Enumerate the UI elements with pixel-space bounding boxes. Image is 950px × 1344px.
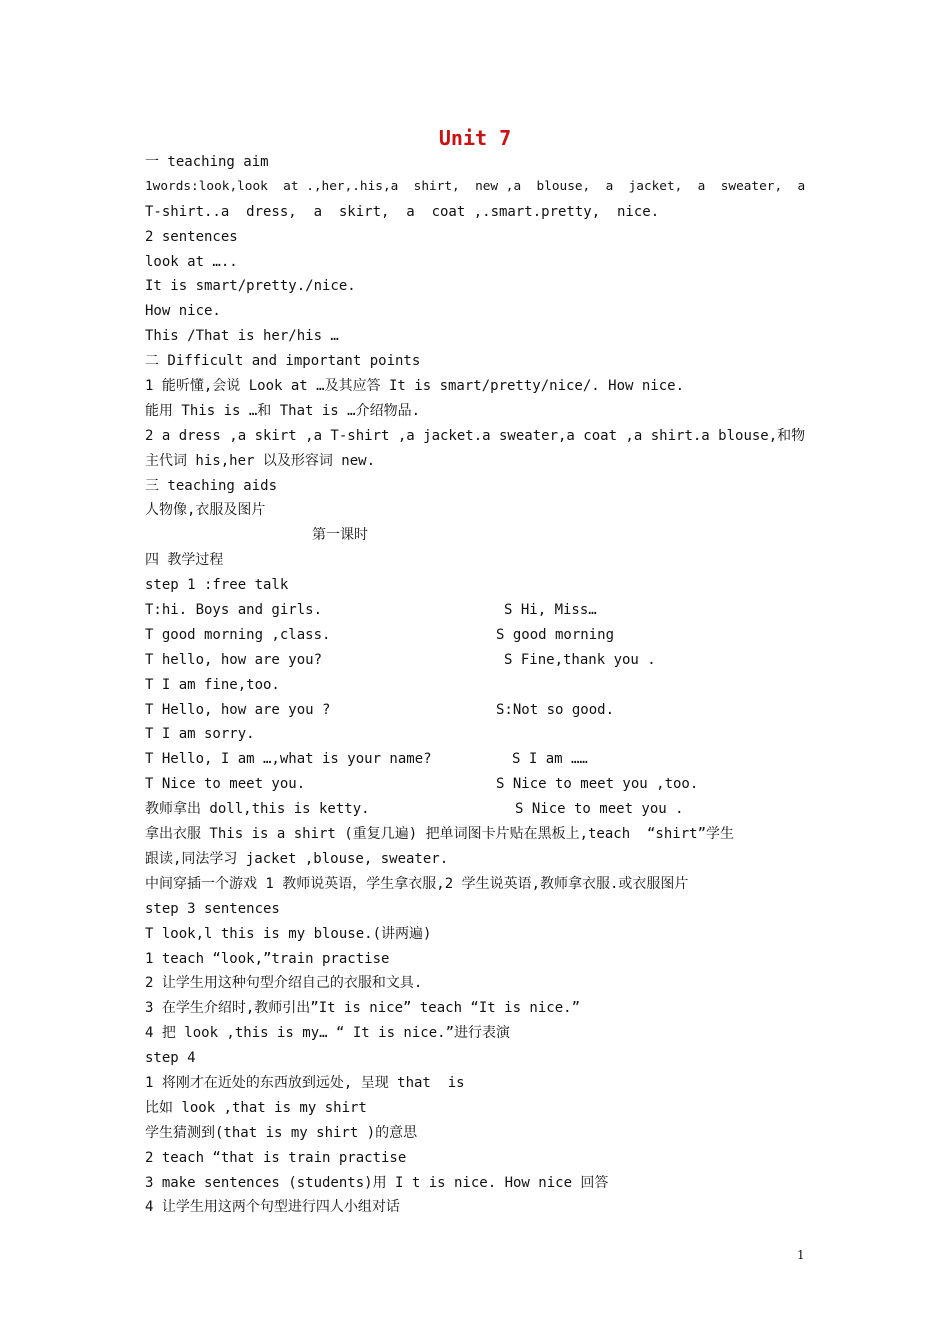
text-line: 3 make sentences (students)用 I t is nice. How nice 回答 bbox=[145, 1174, 609, 1191]
dialogue-row bbox=[145, 747, 810, 772]
text-line: 2 sentences bbox=[145, 228, 238, 245]
text-line: 1 teach “look,”train practise bbox=[145, 950, 390, 967]
text-line: 二 Difficult and important points bbox=[145, 353, 421, 370]
teacher-line: 教师拿出 doll,this is ketty. bbox=[145, 801, 370, 818]
teacher-line: T hello, how are you? bbox=[145, 651, 323, 668]
text-line: look at ….. bbox=[145, 253, 238, 270]
text-line: 主代词 his,her 以及形容词 new. bbox=[145, 452, 376, 469]
text-line: It is smart/pretty./nice. bbox=[145, 278, 356, 295]
text-line: 2 a dress ,a skirt ,a T-shirt ,a jacket.a sweater,a coat ,a shirt.a blouse,和物 bbox=[145, 427, 806, 444]
text-line: 学生猜测到(that is my shirt )的意思 bbox=[145, 1124, 418, 1141]
text-line: 4 让学生用这两个句型进行四人小组对话 bbox=[145, 1199, 400, 1216]
dialogue-row bbox=[145, 673, 810, 698]
student-line: S Nice to meet you . bbox=[515, 801, 684, 818]
text-line: 跟读,同法学习 jacket ,blouse, sweater. bbox=[145, 850, 449, 867]
text-line: 3 在学生介绍时,教师引出”It is nice” teach “It is nice.” bbox=[145, 1000, 581, 1017]
text-line: 人物像,衣服及图片 bbox=[145, 502, 266, 519]
student-line: S good morning bbox=[496, 626, 615, 643]
text-line: 三 teaching aids bbox=[145, 477, 278, 494]
text-line: 拿出衣服 This is a shirt (重复几遍) 把单词图卡片贴在黑板上,teach “shirt”学生 bbox=[145, 826, 735, 843]
teacher-line: T Hello, I am …,what is your name? bbox=[145, 751, 432, 768]
dialogue-row bbox=[145, 698, 810, 723]
student-line: S Fine,thank you . bbox=[504, 651, 656, 668]
student-line: S:Not so good. bbox=[496, 701, 615, 718]
student-line: S I am …… bbox=[512, 751, 588, 768]
teacher-line: T I am fine,too. bbox=[145, 676, 280, 693]
dialogue-row bbox=[145, 797, 810, 822]
text-line: This /That is her/his … bbox=[145, 328, 339, 345]
text-line: 1 将刚才在近处的东西放到远处, 呈现 that is bbox=[145, 1074, 465, 1091]
text-line: 能用 This is …和 That is …介绍物品. bbox=[145, 402, 421, 419]
text-line: 一 teaching aim bbox=[145, 154, 269, 170]
document-body bbox=[145, 150, 810, 1220]
teacher-line: T Hello, how are you ? bbox=[145, 701, 331, 718]
text-line: T-shirt..a dress, a skirt, a coat ,.smart.pretty, nice. bbox=[145, 203, 660, 220]
page-number: 1 bbox=[797, 1248, 805, 1262]
teacher-line: T:hi. Boys and girls. bbox=[145, 602, 323, 619]
text-line: step 4 bbox=[145, 1050, 196, 1067]
text-line: How nice. bbox=[145, 303, 221, 320]
dialogue-row bbox=[145, 648, 810, 673]
dialogue-row bbox=[145, 772, 810, 797]
text-line: 比如 look ,that is my shirt bbox=[145, 1099, 367, 1116]
teacher-line: T I am sorry. bbox=[145, 726, 255, 743]
text-line: 1 能听懂,会说 Look at …及其应答 It is smart/pretty/nice/. How nice. bbox=[145, 378, 685, 395]
dialogue-row bbox=[145, 623, 810, 648]
text-line: T look,l this is my blouse.(讲两遍) bbox=[145, 925, 432, 942]
text-line: 四 教学过程 bbox=[145, 552, 224, 569]
teacher-line: T good morning ,class. bbox=[145, 626, 331, 643]
student-line: S Hi, Miss… bbox=[504, 602, 597, 619]
text-line: step 1 :free talk bbox=[145, 577, 289, 594]
teacher-line: T Nice to meet you. bbox=[145, 776, 306, 793]
text-line: 2 teach “that is train practise bbox=[145, 1149, 407, 1166]
text-line: 2 让学生用这种句型介绍自己的衣服和文具. bbox=[145, 975, 423, 992]
dialogue-row bbox=[145, 598, 810, 623]
student-line: S Nice to meet you ,too. bbox=[496, 776, 699, 793]
lesson-heading: 第一课时 bbox=[312, 527, 368, 544]
text-line: step 3 sentences bbox=[145, 900, 280, 917]
document-title: Unit 7 bbox=[438, 126, 512, 150]
text-line: 1words:look,look at .,her,.his,a shirt, new ,a blouse, a jacket, a sweater, a bbox=[145, 178, 806, 194]
text-line: 中间穿插一个游戏 1 教师说英语，学生拿衣服,2 学生说英语,教师拿衣服.或衣服图片 bbox=[145, 875, 689, 892]
text-line: 4 把 look ,this is my… “ It is nice.”进行表演 bbox=[145, 1025, 511, 1042]
dialogue-row bbox=[145, 722, 810, 747]
